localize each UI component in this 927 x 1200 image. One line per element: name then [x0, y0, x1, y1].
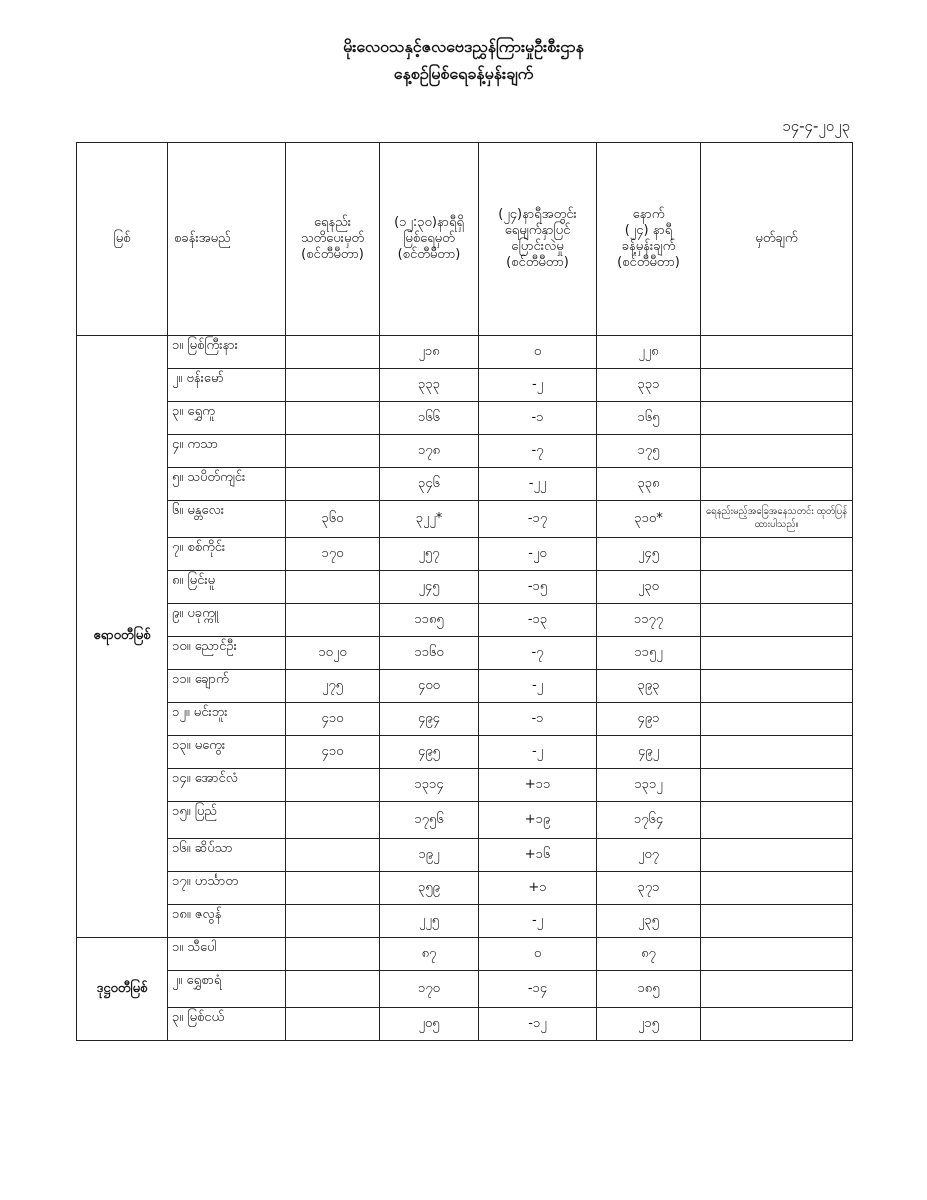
remark-cell	[701, 369, 853, 402]
station-name-cell: ၁၂။ မင်းဘူး	[168, 703, 286, 736]
forecast-24h-cell: ၄၉၂	[597, 736, 701, 769]
header-forecast-24h: နောက် (၂၄) နာရီ ခန့်မှန်းချက် (စင်တီမီတာ)	[597, 143, 701, 336]
station-name-cell: ၁၁။ ချောက်	[168, 670, 286, 703]
change-24h-cell: -၂	[479, 905, 597, 938]
remark-cell	[701, 1008, 853, 1041]
table-row	[77, 637, 853, 670]
forecast-24h-cell: ၂၁၅	[597, 1008, 701, 1041]
station-name-cell: ၉။ ပခုက္ကူ	[168, 604, 286, 637]
change-24h-cell: +၁၉	[479, 802, 597, 839]
report-date: ၁၄-၄-၂၀၂၃	[782, 117, 850, 135]
remark-cell	[701, 336, 853, 369]
danger-level-cell	[286, 769, 380, 802]
forecast-24h-cell: ၁၇၅	[597, 435, 701, 468]
table-row	[77, 872, 853, 905]
table-row	[77, 905, 853, 938]
danger-level-cell	[286, 938, 380, 971]
remark-cell	[701, 839, 853, 872]
station-name-cell: ၂။ ရွှေစာရံ	[168, 971, 286, 1008]
observed-level-cell: ၃၃၃	[380, 369, 479, 402]
observed-level-cell: ၁၉၂	[380, 839, 479, 872]
forecast-24h-cell: ၃၃၈	[597, 468, 701, 501]
table-row	[77, 336, 853, 369]
remark-cell	[701, 971, 853, 1008]
change-24h-cell: -၁၅	[479, 571, 597, 604]
station-name-cell: ၁။ သီပေါ	[168, 938, 286, 971]
danger-level-cell: ၁၀၂၀	[286, 637, 380, 670]
remark-cell	[701, 736, 853, 769]
forecast-24h-cell: ၁၁၇၇	[597, 604, 701, 637]
change-24h-cell: +၁၁	[479, 769, 597, 802]
danger-level-cell: ၄၁၀	[286, 736, 380, 769]
observed-level-cell: ၃၄၆	[380, 468, 479, 501]
observed-level-cell: ၄၀၀	[380, 670, 479, 703]
table-row	[77, 369, 853, 402]
change-24h-cell: -၂၀	[479, 538, 597, 571]
station-name-cell: ၃။ ရွှေကူ	[168, 402, 286, 435]
remark-cell	[701, 468, 853, 501]
danger-level-cell	[286, 468, 380, 501]
change-24h-cell: -၂၂	[479, 468, 597, 501]
change-24h-cell: -၂	[479, 670, 597, 703]
change-24h-cell: -၁၃	[479, 604, 597, 637]
forecast-24h-cell: ၃၁၀*	[597, 501, 701, 538]
table-row	[77, 670, 853, 703]
table-row	[77, 703, 853, 736]
station-name-cell: ၁၃။ မကွေး	[168, 736, 286, 769]
change-24h-cell: +၁၆	[479, 839, 597, 872]
station-name-cell: ၁၄။ အောင်လံ	[168, 769, 286, 802]
observed-level-cell: ၃၂၂*	[380, 501, 479, 538]
page-title: မိုးလေဝသနှင့်ဇလဗေဒညွှန်ကြားမှုဦးစီးဌာန	[343, 37, 584, 56]
station-name-cell: ၁၈။ ဇလွန်	[168, 905, 286, 938]
danger-level-cell	[286, 369, 380, 402]
station-name-cell: ၅။ သပိတ်ကျင်း	[168, 468, 286, 501]
danger-level-cell: ၄၁၀	[286, 703, 380, 736]
remark-cell	[701, 802, 853, 839]
danger-level-cell	[286, 905, 380, 938]
change-24h-cell: -၁	[479, 402, 597, 435]
danger-level-cell	[286, 1008, 380, 1041]
remark-cell	[701, 538, 853, 571]
observed-level-cell: ၂၁၈	[380, 336, 479, 369]
observed-level-cell: ၄၉၅	[380, 736, 479, 769]
observed-level-cell: ၂၀၅	[380, 1008, 479, 1041]
danger-level-cell	[286, 435, 380, 468]
table-row	[77, 938, 853, 971]
table-row	[77, 736, 853, 769]
table-row	[77, 1008, 853, 1041]
forecast-24h-cell: ၃၃၁	[597, 369, 701, 402]
remark-cell	[701, 402, 853, 435]
station-name-cell: ၃။ မြစ်ငယ်	[168, 1008, 286, 1041]
table-row	[77, 604, 853, 637]
danger-level-cell: ၃၆၀	[286, 501, 380, 538]
station-name-cell: ၁၀။ ညောင်ဦး	[168, 637, 286, 670]
river-name-cell: ဒုဋ္ဌဝတီမြစ်	[77, 938, 168, 1041]
forecast-24h-cell: ၁၃၁၂	[597, 769, 701, 802]
header-station: စခန်းအမည်	[168, 143, 286, 336]
table-row	[77, 435, 853, 468]
change-24h-cell: +၁	[479, 872, 597, 905]
table-row	[77, 839, 853, 872]
forecast-24h-cell: ၃၇၁	[597, 872, 701, 905]
observed-level-cell: ၈၇	[380, 938, 479, 971]
remark-cell	[701, 872, 853, 905]
change-24h-cell: -၁၄	[479, 971, 597, 1008]
station-name-cell: ၁၇။ ဟင်္သာတ	[168, 872, 286, 905]
forecast-24h-cell: ၁၈၅	[597, 971, 701, 1008]
forecast-24h-cell: ၂၀၇	[597, 839, 701, 872]
forecast-24h-cell: ၄၉၁	[597, 703, 701, 736]
page-subtitle: နေ့စဉ်မြစ်ရေခန့်မှန်းချက်	[393, 64, 534, 83]
remark-cell	[701, 938, 853, 971]
remark-cell	[701, 670, 853, 703]
table-row	[77, 802, 853, 839]
observed-level-cell: ၁၆၆	[380, 402, 479, 435]
forecast-24h-cell: ၂၃၅	[597, 905, 701, 938]
change-24h-cell: ၀	[479, 938, 597, 971]
table-row	[77, 402, 853, 435]
forecast-24h-cell: ၁၇၆၄	[597, 802, 701, 839]
table-row	[77, 468, 853, 501]
danger-level-cell	[286, 872, 380, 905]
observed-level-cell: ၃၅၉	[380, 872, 479, 905]
observed-level-cell: ၄၉၄	[380, 703, 479, 736]
change-24h-cell: -၇	[479, 637, 597, 670]
forecast-24h-cell: ၁၆၅	[597, 402, 701, 435]
observed-level-cell: ၁၇၈	[380, 435, 479, 468]
station-name-cell: ၆။ မန္တလေး	[168, 501, 286, 538]
forecast-24h-cell: ၂၂၈	[597, 336, 701, 369]
table-row	[77, 538, 853, 571]
danger-level-cell	[286, 604, 380, 637]
table-row	[77, 571, 853, 604]
observed-level-cell: ၂၂၅	[380, 905, 479, 938]
header-river: မြစ်	[77, 143, 168, 336]
river-name-cell: ဧရာဝတီမြစ်	[77, 336, 168, 938]
remark-cell	[701, 905, 853, 938]
station-name-cell: ၇။ စစ်ကိုင်း	[168, 538, 286, 571]
station-name-cell: ၁၅။ ပြည်	[168, 802, 286, 839]
observed-level-cell: ၂၄၅	[380, 571, 479, 604]
station-name-cell: ၁။ မြစ်ကြီးနား	[168, 336, 286, 369]
station-name-cell: ၁၆။ ဆိပ်သာ	[168, 839, 286, 872]
change-24h-cell: -၁၇	[479, 501, 597, 538]
danger-level-cell	[286, 971, 380, 1008]
table-row	[77, 501, 853, 538]
change-24h-cell: ၀	[479, 336, 597, 369]
observed-level-cell: ၁၇၀	[380, 971, 479, 1008]
header-danger-level: ရေနည်း သတိပေးမှတ် (စင်တီမီတာ)	[286, 143, 380, 336]
header-observed-level: (၁၂:၃၀)နာရီရှိ မြစ်ရေမှတ် (စင်တီမီတာ)	[380, 143, 479, 336]
station-name-cell: ၄။ ကသာ	[168, 435, 286, 468]
table-row	[77, 971, 853, 1008]
observed-level-cell: ၁၇၅၆	[380, 802, 479, 839]
station-name-cell: ၈။ မြင်းမူ	[168, 571, 286, 604]
remark-cell	[701, 604, 853, 637]
danger-level-cell	[286, 802, 380, 839]
forecast-24h-cell: ၂၃၀	[597, 571, 701, 604]
observed-level-cell: ၁၃၁၄	[380, 769, 479, 802]
forecast-24h-cell: ၈၇	[597, 938, 701, 971]
remark-cell	[701, 703, 853, 736]
station-name-cell: ၂။ ဗန်းမော်	[168, 369, 286, 402]
remark-cell	[701, 637, 853, 670]
change-24h-cell: -၂	[479, 736, 597, 769]
river-forecast-table	[76, 142, 853, 1041]
remark-cell	[701, 571, 853, 604]
change-24h-cell: -၁၂	[479, 1008, 597, 1041]
table-row	[77, 769, 853, 802]
remark-cell	[701, 435, 853, 468]
danger-level-cell	[286, 571, 380, 604]
remark-cell	[701, 769, 853, 802]
observed-level-cell: ၁၁၈၅	[380, 604, 479, 637]
danger-level-cell	[286, 336, 380, 369]
observed-level-cell: ၁၁၆၀	[380, 637, 479, 670]
forecast-24h-cell: ၁၁၅၂	[597, 637, 701, 670]
danger-level-cell: ၂၇၅	[286, 670, 380, 703]
forecast-24h-cell: ၃၉၃	[597, 670, 701, 703]
danger-level-cell	[286, 839, 380, 872]
header-remarks: မှတ်ချက်	[701, 143, 853, 336]
table-header-row	[77, 143, 853, 336]
danger-level-cell	[286, 402, 380, 435]
danger-level-cell: ၁၇၀	[286, 538, 380, 571]
change-24h-cell: -၂	[479, 369, 597, 402]
observed-level-cell: ၂၅၇	[380, 538, 479, 571]
remark-cell: ရေနည်းမည့်အခြေအနေသတင်း ထုတ်ပြန်ထားပါသည်။	[701, 501, 853, 538]
forecast-24h-cell: ၂၄၅	[597, 538, 701, 571]
change-24h-cell: -၁	[479, 703, 597, 736]
header-change-24h: (၂၄)နာရီအတွင်း ရေမျက်နှာပြင် ပြောင်းလဲမှု (စင်တီမီတာ)	[479, 143, 597, 336]
change-24h-cell: -၇	[479, 435, 597, 468]
